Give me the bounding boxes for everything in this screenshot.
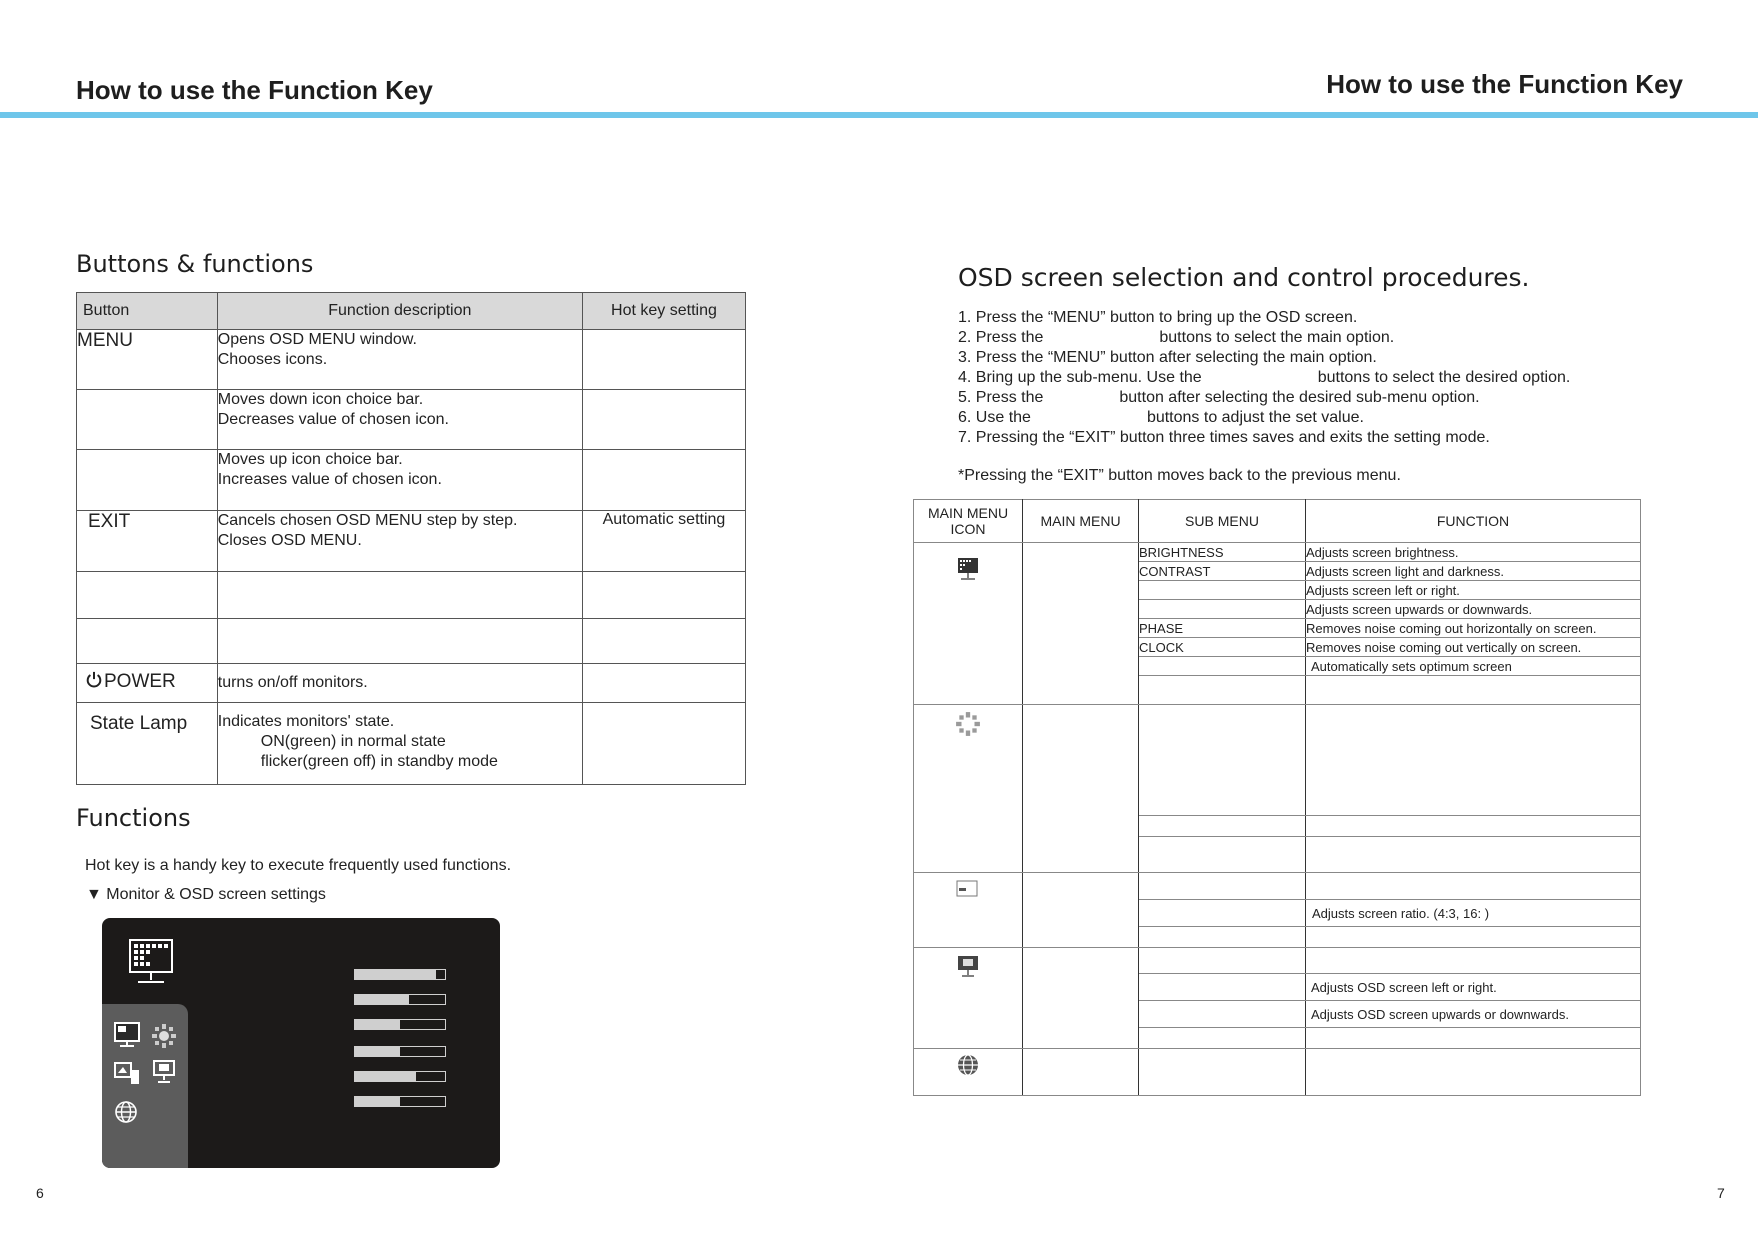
step-text: buttons to adjust the set value. xyxy=(1146,409,1364,426)
table-row xyxy=(77,664,746,703)
sub-menu-cell xyxy=(1139,600,1306,619)
monitor-picture-icon xyxy=(128,938,176,986)
function-desc xyxy=(217,450,582,511)
osd-screenshot xyxy=(102,918,500,1168)
function-cell xyxy=(1306,837,1641,873)
right-page-header: How to use the Function Key xyxy=(1326,69,1683,99)
function-cell xyxy=(1306,705,1641,816)
function-cell: Removes noise coming out horizontally on screen. xyxy=(1306,619,1641,638)
desc-line: Moves up icon choice bar. xyxy=(217,451,403,468)
menu-icon-cell xyxy=(914,705,1023,873)
desc-line: Cancels chosen OSD MENU step by step. xyxy=(217,512,518,529)
function-cell: Automatically sets optimum screen xyxy=(1306,657,1641,676)
desc-line: ON(green) in normal state xyxy=(260,733,446,750)
globe-icon xyxy=(114,1100,138,1124)
page-number-right: 7 xyxy=(1717,1185,1725,1201)
function-desc xyxy=(217,511,582,572)
step-text: buttons to select the main option. xyxy=(1159,329,1395,346)
color-gear-icon xyxy=(955,711,981,737)
picture-icon xyxy=(957,557,979,581)
osd-side-panel xyxy=(102,1004,188,1168)
color-gear-icon xyxy=(152,1024,176,1048)
hotkey-cell xyxy=(582,390,745,450)
col-header-hotkey: Hot key setting xyxy=(582,293,745,330)
page-number-left: 6 xyxy=(36,1185,44,1201)
col-header-function: Function description xyxy=(217,293,582,330)
col-header-main-menu: MAIN MENU xyxy=(1023,500,1139,543)
function-cell: Adjusts screen ratio. (4:3, 16: ) xyxy=(1306,900,1641,927)
function-cell xyxy=(1306,927,1641,948)
left-page-header: How to use the Function Key xyxy=(76,75,433,105)
sub-menu-cell xyxy=(1139,705,1306,816)
function-desc xyxy=(217,664,582,703)
table-row xyxy=(77,330,746,390)
sub-menu-cell xyxy=(1139,657,1306,676)
sub-menu-cell: CONTRAST xyxy=(1139,562,1306,581)
desc-line: Increases value of chosen icon. xyxy=(217,471,442,488)
button-name xyxy=(77,664,218,703)
sub-menu-cell: CLOCK xyxy=(1139,638,1306,657)
sub-menu-cell xyxy=(1139,927,1306,948)
sub-menu-cell xyxy=(1139,873,1306,900)
table-row xyxy=(914,705,1641,816)
sub-menu-cell: PHASE xyxy=(1139,619,1306,638)
function-cell xyxy=(1306,948,1641,974)
hotkey-text: Hot key is a handy key to execute frequently used functions. xyxy=(85,857,512,874)
step-item xyxy=(958,388,1570,408)
step-text: 6. Use the xyxy=(958,409,1031,426)
buttons-functions-title: Buttons & functions xyxy=(76,250,314,278)
table-row xyxy=(914,1049,1641,1096)
menu-icon-cell xyxy=(914,1049,1023,1096)
col-header-sub-menu: SUB MENU xyxy=(1139,500,1306,543)
menu-icon-cell xyxy=(914,543,1023,705)
table-row xyxy=(77,390,746,450)
desc-line: flicker(green off) in standby mode xyxy=(260,753,498,770)
hotkey-cell xyxy=(582,450,745,511)
osd-level-fill xyxy=(355,970,436,979)
step-text: 7. Pressing the “EXIT” button three times saves and exits the setting mode. xyxy=(958,429,1490,446)
osd-position-icon xyxy=(956,954,980,980)
table-row xyxy=(77,572,746,619)
osd-procedures-title: OSD screen selection and control procedures. xyxy=(958,263,1530,292)
osd-menu-table xyxy=(913,499,1641,1096)
main-menu-cell xyxy=(1023,873,1139,948)
desc-line: Closes OSD MENU. xyxy=(217,532,362,549)
sub-menu-cell xyxy=(1139,1049,1306,1096)
buttons-table xyxy=(76,292,746,785)
desc-line: Indicates monitors' state. xyxy=(217,713,395,730)
function-desc xyxy=(217,619,582,664)
table-row xyxy=(914,948,1641,974)
step-text: 2. Press the xyxy=(958,329,1044,346)
button-name xyxy=(77,619,218,664)
globe-icon xyxy=(956,1053,980,1077)
hotkey-cell xyxy=(582,330,745,390)
functions-title: Functions xyxy=(76,804,191,832)
desc-line: turns on/off monitors. xyxy=(217,674,368,691)
table-row xyxy=(77,703,746,785)
function-cell xyxy=(1306,676,1641,705)
function-desc xyxy=(217,390,582,450)
osd-level-fill xyxy=(355,1047,400,1056)
function-desc xyxy=(217,572,582,619)
step-text: 1. Press the “MENU” button to bring up the OSD screen. xyxy=(958,309,1358,326)
col-header-menu-icon: MAIN MENU ICON xyxy=(914,500,1023,543)
main-menu-cell xyxy=(1023,1049,1139,1096)
osd-steps-list xyxy=(958,308,1570,448)
function-cell: Adjusts screen brightness. xyxy=(1306,543,1641,562)
step-item xyxy=(958,348,1570,368)
function-cell: Removes noise coming out vertically on screen. xyxy=(1306,638,1641,657)
table-row xyxy=(914,873,1641,900)
function-desc xyxy=(217,330,582,390)
osd-note: *Pressing the “EXIT” button moves back to the previous menu. xyxy=(958,467,1401,484)
step-text: 5. Press the xyxy=(958,389,1044,406)
sub-menu-cell xyxy=(1139,676,1306,705)
step-item xyxy=(958,368,1570,388)
button-name xyxy=(77,390,218,450)
step-text: buttons to select the desired option. xyxy=(1317,369,1571,386)
function-desc xyxy=(217,703,582,785)
button-name: EXIT xyxy=(77,511,218,572)
osd-level-bar xyxy=(354,994,446,1005)
step-text: 4. Bring up the sub-menu. Use the xyxy=(958,369,1202,386)
hotkey-cell xyxy=(582,703,745,785)
main-menu-cell xyxy=(1023,705,1139,873)
menu-icon-cell xyxy=(914,873,1023,948)
step-item xyxy=(958,308,1570,328)
table-row xyxy=(914,543,1641,562)
sub-menu-cell xyxy=(1139,974,1306,1001)
header-divider xyxy=(0,112,1758,118)
main-menu-cell xyxy=(1023,543,1139,705)
table-row xyxy=(77,619,746,664)
function-cell: Adjusts OSD screen left or right. xyxy=(1306,974,1641,1001)
button-name xyxy=(77,572,218,619)
osd-level-fill xyxy=(355,1020,400,1029)
image-ratio-icon xyxy=(114,1062,140,1086)
function-cell xyxy=(1306,1028,1641,1049)
sub-menu-cell xyxy=(1139,816,1306,837)
sub-menu-cell xyxy=(1139,581,1306,600)
osd-level-bar xyxy=(354,1071,446,1082)
osd-level-bar xyxy=(354,1046,446,1057)
desc-line: Chooses icons. xyxy=(217,351,328,368)
step-text: 3. Press the “MENU” button after selecting the main option. xyxy=(958,349,1377,366)
col-header-function: FUNCTION xyxy=(1306,500,1641,543)
step-text: button after selecting the desired sub-menu option. xyxy=(1119,389,1480,406)
hotkey-cell: Automatic setting xyxy=(582,511,745,572)
table-row xyxy=(77,450,746,511)
osd-level-fill xyxy=(355,1097,400,1106)
sub-menu-cell xyxy=(1139,948,1306,974)
power-label: POWER xyxy=(104,671,176,692)
osd-level-bar xyxy=(354,1096,446,1107)
desc-line: Moves down icon choice bar. xyxy=(217,391,424,408)
menu-icon-cell xyxy=(914,948,1023,1049)
osd-position-icon xyxy=(152,1060,176,1084)
hotkey-cell xyxy=(582,664,745,703)
sub-menu-cell xyxy=(1139,837,1306,873)
step-item xyxy=(958,328,1570,348)
hotkey-cell xyxy=(582,619,745,664)
osd-level-bar xyxy=(354,1019,446,1030)
function-cell: Adjusts screen light and darkness. xyxy=(1306,562,1641,581)
desc-line: Decreases value of chosen icon. xyxy=(217,411,449,428)
image-ratio-icon xyxy=(955,879,981,899)
desc-line: Opens OSD MENU window. xyxy=(217,331,417,348)
function-cell xyxy=(1306,816,1641,837)
function-cell: Adjusts OSD screen upwards or downwards. xyxy=(1306,1001,1641,1028)
step-item xyxy=(958,428,1570,448)
function-cell: Adjusts screen upwards or downwards. xyxy=(1306,600,1641,619)
osd-level-fill xyxy=(355,1072,416,1081)
hotkey-cell xyxy=(582,572,745,619)
sub-menu-cell xyxy=(1139,1028,1306,1049)
col-header-button: Button xyxy=(77,293,218,330)
sub-menu-cell xyxy=(1139,1001,1306,1028)
step-item xyxy=(958,408,1570,428)
sub-menu-cell: BRIGHTNESS xyxy=(1139,543,1306,562)
power-icon xyxy=(85,671,103,689)
button-name: State Lamp xyxy=(77,703,218,785)
monitor-picture-icon xyxy=(114,1022,140,1048)
table-row xyxy=(77,511,746,572)
osd-level-fill xyxy=(355,995,409,1004)
function-cell: Adjusts screen left or right. xyxy=(1306,581,1641,600)
button-name: MENU xyxy=(77,330,218,390)
monitor-osd-text: ▼ Monitor & OSD screen settings xyxy=(86,886,326,903)
button-name xyxy=(77,450,218,511)
main-menu-cell xyxy=(1023,948,1139,1049)
function-cell xyxy=(1306,1049,1641,1096)
sub-menu-cell xyxy=(1139,900,1306,927)
function-cell xyxy=(1306,873,1641,900)
osd-level-bar xyxy=(354,969,446,980)
